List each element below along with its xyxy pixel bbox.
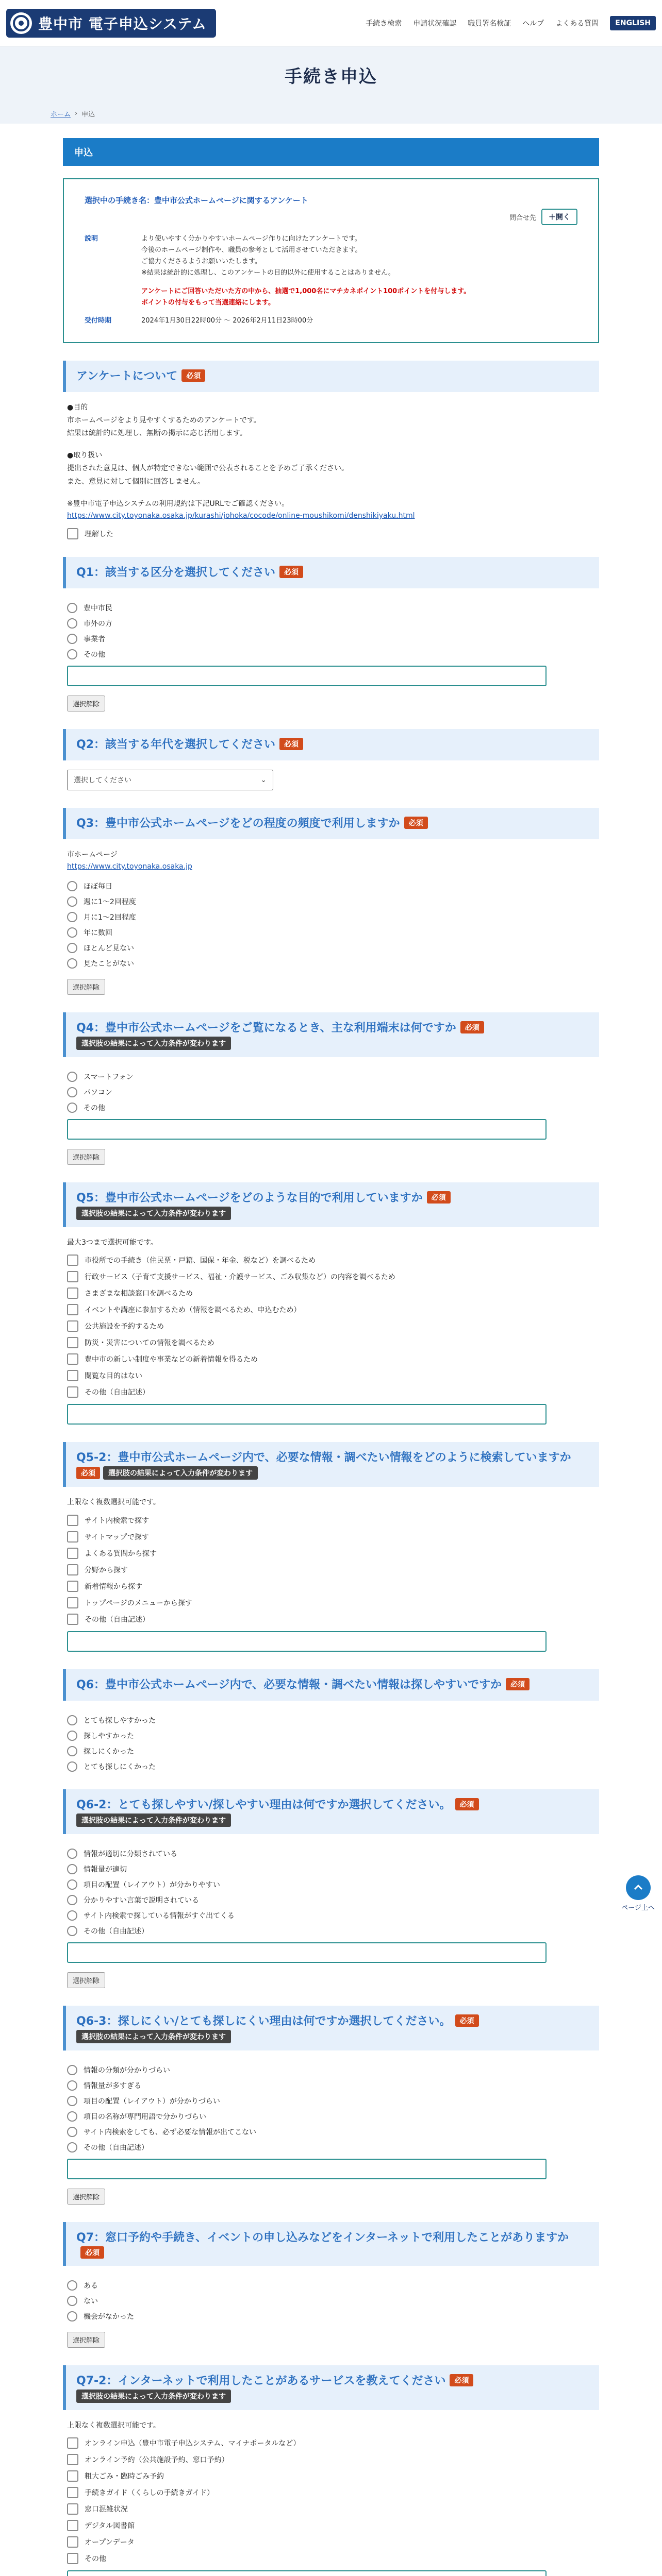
q6-3-option[interactable]	[67, 2142, 595, 2153]
option-label: 市外の方	[84, 619, 112, 628]
survey-about-header	[63, 361, 599, 392]
q5-title: Q5：豊中市公式ホームページをどのような目的で利用していますか	[76, 1192, 423, 1205]
condition-badge: 選択肢の結果によって入力条件が変わります	[76, 1814, 231, 1827]
agree-checkbox-row[interactable]	[67, 528, 595, 539]
q6-3-header	[63, 2006, 599, 2050]
q4-option[interactable]	[67, 1087, 595, 1097]
option-label: 項目の配置（レイアウト）が分かりづらい	[84, 2097, 220, 2106]
select-value: 選択してください	[74, 776, 131, 785]
q1-body	[63, 588, 599, 711]
option-label: スマートフォン	[84, 1073, 134, 1082]
q6-2-option[interactable]	[67, 1895, 595, 1905]
q6-body	[63, 1701, 599, 1772]
q7-option[interactable]	[67, 2311, 595, 2321]
q6-2-option[interactable]	[67, 1849, 595, 1859]
radio-button[interactable]	[67, 1895, 77, 1905]
q4-option[interactable]	[67, 1072, 595, 1082]
q5-2-body	[63, 1487, 599, 1651]
radio-button[interactable]	[67, 1087, 77, 1097]
required-badge: 必須	[450, 2374, 473, 2386]
option-label: さまざまな相談窓口を調べるため	[85, 1290, 193, 1298]
point-notice-line: アンケートにご回答いただいた方の中から、抽選で1,000名にマチカネポイント100ポイントを付与します。	[141, 287, 471, 296]
nav-faq[interactable]: よくある質問	[555, 19, 599, 28]
q7-2-other-input[interactable]	[67, 2570, 547, 2576]
terms-link[interactable]: https://www.city.toyonaka.osaka.jp/kurashi/johoka/cocode/online-moushikomi/denshikiyaku.html	[67, 511, 415, 520]
option-label: 分野から探す	[85, 1566, 128, 1574]
nav-help[interactable]: ヘルプ	[522, 19, 544, 28]
survey-about-body	[63, 392, 599, 539]
required-badge: 必須	[181, 369, 205, 382]
contact-toggle-row	[85, 209, 577, 225]
checkbox[interactable]	[67, 1515, 78, 1526]
q5-option[interactable]	[67, 1271, 595, 1282]
survey-text-line: ●取り扱い	[67, 451, 103, 460]
site-header	[0, 0, 662, 46]
q6-header	[63, 1669, 599, 1701]
q7-2-option[interactable]	[67, 2553, 595, 2564]
q1-option[interactable]	[67, 618, 595, 629]
radio-button[interactable]	[67, 603, 77, 613]
option-label: その他	[85, 2554, 106, 2563]
agree-label: 理解した	[85, 530, 113, 538]
checkbox[interactable]	[67, 2437, 78, 2449]
option-label: よくある質問から探す	[85, 1549, 157, 1558]
q1-clear-button[interactable]: 選択解除	[67, 696, 105, 711]
checkbox[interactable]	[67, 2487, 78, 2498]
agree-checkbox[interactable]	[67, 528, 78, 539]
q2-header	[63, 729, 599, 760]
breadcrumb-current: 申込	[81, 110, 95, 118]
option-label: その他（自由記述）	[84, 1927, 148, 1936]
q7-clear-button[interactable]: 選択解除	[67, 2332, 105, 2348]
radio-button[interactable]	[67, 649, 77, 659]
q1-option[interactable]	[67, 634, 595, 644]
option-label: その他（自由記述）	[85, 1615, 150, 1624]
required-badge: 必須	[80, 2246, 104, 2259]
option-label: 情報量が適切	[84, 1865, 127, 1874]
checkbox[interactable]	[67, 2503, 78, 2515]
option-label: イベントや講座に参加するため（情報を調べるため、申込むため）	[85, 1306, 301, 1315]
q6-3-option[interactable]	[67, 2065, 595, 2075]
page-title: 手続き申込	[285, 66, 377, 87]
checkbox[interactable]	[67, 2454, 78, 2465]
option-label: オンライン申込（豊中市電子申込システム、マイナポータルなど）	[85, 2439, 301, 2448]
checkbox[interactable]	[67, 1320, 78, 1332]
condition-badge: 選択肢の結果によって入力条件が変わります	[76, 1037, 231, 1050]
q3-homepage-link[interactable]: https://www.city.toyonaka.osaka.jp	[67, 862, 192, 871]
q5-2-option[interactable]	[67, 1564, 595, 1575]
q5-2-option[interactable]	[67, 1581, 595, 1592]
option-label: サイト内検索で探している情報がすぐ出てくる	[84, 1911, 235, 1920]
radio-button[interactable]	[67, 943, 77, 953]
description-value	[141, 233, 577, 309]
radio-button[interactable]	[67, 618, 77, 629]
option-label: トップページのメニューから探す	[85, 1599, 192, 1607]
q5-option[interactable]	[67, 1386, 595, 1398]
radio-button[interactable]	[67, 2111, 77, 2122]
q6-3-clear-button[interactable]: 選択解除	[67, 2189, 105, 2205]
q7-2-option[interactable]	[67, 2536, 595, 2548]
description-key: 説明	[85, 235, 98, 243]
q3-body	[63, 839, 599, 995]
q6-3-body	[63, 2050, 599, 2205]
page-top-button[interactable]	[621, 1875, 655, 1912]
option-label: 機会がなかった	[84, 2312, 134, 2321]
radio-button[interactable]	[67, 958, 77, 969]
q5-header	[63, 1182, 599, 1227]
breadcrumb	[0, 103, 662, 124]
survey-text-line: 市ホームページをより見やすくするためのアンケートです。	[67, 416, 261, 425]
site-logo[interactable]	[6, 9, 216, 38]
main-content	[63, 138, 599, 2576]
option-label: 事業者	[84, 635, 105, 643]
q7-option[interactable]	[67, 2296, 595, 2306]
arrow-up-icon	[626, 1875, 651, 1900]
q7-body	[63, 2266, 599, 2348]
q7-2-option[interactable]	[67, 2437, 595, 2449]
option-label: ある	[84, 2281, 98, 2290]
description-line: 今後のホームページ制作や、職員の参考として活用させていただきます。	[141, 246, 362, 255]
required-badge: 必須	[460, 1021, 484, 1033]
survey-text-line: 結果は統計的に処理し、無断の掲示に応じ活用します。	[67, 429, 247, 438]
option-label: 月に1〜2回程度	[84, 913, 136, 922]
q4-body	[63, 1057, 599, 1165]
q5-2-option[interactable]	[67, 1515, 595, 1526]
q6-3-title: Q6-3：探しにくい/とても探しにくい理由は何ですか選択してください。	[76, 2014, 451, 2028]
q5-2-title: Q5-2：豊中市公式ホームページ内で、必要な情報・調べたい情報をどのように検索していますか	[76, 1451, 571, 1465]
english-button[interactable]: ENGLISH	[610, 16, 656, 30]
radio-button[interactable]	[67, 2127, 77, 2137]
q3-option[interactable]	[67, 927, 595, 938]
radio-button[interactable]	[67, 1715, 77, 1725]
q7-2-option[interactable]	[67, 2487, 595, 2498]
q7-2-note: 上限なく複数選択可能です。	[67, 2421, 160, 2430]
page-top-label: ページ上へ	[621, 1904, 655, 1912]
q7-header	[63, 2222, 599, 2266]
required-badge: 必須	[455, 1798, 479, 1810]
q6-3-other-input[interactable]	[67, 2159, 547, 2179]
option-label: デジタル図書館	[85, 2521, 135, 2530]
q6-3-option[interactable]	[67, 2096, 595, 2106]
checkbox[interactable]	[67, 1386, 78, 1398]
checkbox[interactable]	[67, 1271, 78, 1282]
option-label: 公共施設を予約するため	[85, 1323, 164, 1331]
option-label: 週に1〜2回程度	[84, 898, 136, 907]
q7-option[interactable]	[67, 2280, 595, 2291]
condition-badge: 選択肢の結果によって入力条件が変わります	[103, 1466, 258, 1480]
q2-body	[63, 760, 599, 790]
breadcrumb-separator: ›	[75, 109, 78, 117]
option-label: 項目の名称が専門用語で分かりづらい	[84, 2112, 206, 2121]
option-label: 豊中市民	[84, 604, 112, 613]
q4-clear-button[interactable]: 選択解除	[67, 1149, 105, 1165]
radio-button[interactable]	[67, 896, 77, 907]
q1-title: Q1：該当する区分を選択してください	[76, 566, 276, 579]
contact-label: 問合せ先	[509, 214, 536, 222]
required-badge: 必須	[279, 566, 303, 578]
nav-procedure-search[interactable]: 手続き検索	[366, 19, 402, 28]
condition-badge: 選択肢の結果によって入力条件が変わります	[76, 1207, 231, 1220]
option-label: 市役所での手続き（住民票・戸籍、国保・年金、税など）を調べるため	[85, 1257, 316, 1265]
option-label: ほとんど見ない	[84, 944, 134, 953]
checkbox[interactable]	[67, 1581, 78, 1592]
q5-option[interactable]	[67, 1353, 595, 1365]
q3-option[interactable]	[67, 958, 595, 969]
condition-badge: 選択肢の結果によって入力条件が変わります	[76, 2389, 231, 2403]
q3-option[interactable]	[67, 896, 595, 907]
procedure-info-box	[63, 178, 599, 343]
q6-2-option[interactable]	[67, 1879, 595, 1890]
option-label: 閲覧な目的はない	[85, 1372, 142, 1381]
nav-status-check[interactable]: 申請状況確認	[413, 19, 457, 28]
option-label: 豊中市の新しい制度や事業などの新着情報を得るため	[85, 1355, 258, 1364]
q4-title: Q4：豊中市公式ホームページをご覧になるとき、主な利用端末は何ですか	[76, 1022, 456, 1035]
q3-title: Q3：豊中市公式ホームページをどの程度の頻度で利用しますか	[76, 817, 400, 830]
q6-3-option[interactable]	[67, 2111, 595, 2122]
option-label: 粗大ごみ・臨時ごみ予約	[85, 2472, 164, 2481]
section-title-bar: 申込	[63, 138, 599, 166]
required-badge: 必須	[404, 817, 428, 829]
q5-2-option[interactable]	[67, 1597, 595, 1608]
radio-button[interactable]	[67, 1746, 77, 1756]
checkbox[interactable]	[67, 1337, 78, 1348]
checkbox[interactable]	[67, 1564, 78, 1575]
q6-2-body	[63, 1834, 599, 1988]
option-label: サイトマップで探す	[85, 1533, 149, 1541]
option-label: 情報が適切に分類されている	[84, 1850, 177, 1858]
option-label: ない	[84, 2297, 98, 2306]
option-label: 手続きガイド（くらしの手続きガイド）	[85, 2488, 214, 2497]
required-badge: 必須	[455, 2014, 479, 2027]
survey-about-title: アンケートについて	[76, 369, 178, 383]
q7-2-option[interactable]	[67, 2520, 595, 2531]
required-badge: 必須	[427, 1191, 451, 1204]
survey-text-line: 提出された意見は、個人が特定できない範囲で公表されることを予めご了承ください。	[67, 464, 349, 473]
q2-title: Q2：該当する年代を選択してください	[76, 738, 276, 751]
survey-about-text	[67, 401, 595, 511]
q5-body	[63, 1227, 599, 1425]
checkbox[interactable]	[67, 2470, 78, 2482]
q6-2-other-input[interactable]	[67, 1942, 547, 1963]
option-label: その他	[84, 1104, 105, 1113]
q1-header	[63, 557, 599, 588]
option-label: とても探しやすかった	[84, 1716, 156, 1725]
option-label: 新着情報から探す	[85, 1582, 142, 1591]
q6-2-option[interactable]	[67, 1910, 595, 1921]
condition-badge: 選択肢の結果によって入力条件が変わります	[76, 2030, 231, 2043]
survey-text-line: ※豊中市電子申込システムの利用規約は下記URLでご確認ください。	[67, 499, 289, 508]
option-label: ほぼ毎日	[84, 883, 112, 891]
radio-button[interactable]	[67, 634, 77, 644]
radio-button[interactable]	[67, 2096, 77, 2106]
required-badge: 必須	[279, 738, 303, 750]
point-notice-line: ポイントの付与をもって当選連絡にします。	[141, 299, 275, 307]
q3-header	[63, 808, 599, 839]
q7-2-option[interactable]	[67, 2470, 595, 2482]
q3-clear-button[interactable]: 選択解除	[67, 979, 105, 995]
option-label: 探しにくかった	[84, 1747, 134, 1756]
survey-text-line: ●目的	[67, 403, 88, 412]
option-label: 情報量が多すぎる	[84, 2081, 141, 2090]
radio-button[interactable]	[67, 1926, 77, 1936]
description-line: より使いやすく分かりやすいホームページ作りに向けたアンケートです。	[141, 235, 361, 243]
radio-button[interactable]	[67, 1910, 77, 1921]
radio-button[interactable]	[67, 1864, 77, 1874]
radio-button[interactable]	[67, 881, 77, 891]
option-label: 項目の配置（レイアウト）が分かりやすい	[84, 1880, 220, 1889]
option-label: その他（自由記述）	[85, 1388, 150, 1397]
q6-2-clear-button[interactable]: 選択解除	[67, 1972, 105, 1988]
q5-option[interactable]	[67, 1337, 595, 1348]
survey-text-line: また、意見に対して個別に回答しません。	[67, 477, 205, 486]
q6-option[interactable]	[67, 1715, 595, 1725]
radio-button[interactable]	[67, 2296, 77, 2306]
checkbox[interactable]	[67, 2520, 78, 2531]
q7-2-body	[63, 2410, 599, 2576]
q5-other-input[interactable]	[67, 1404, 547, 1425]
q5-2-header	[63, 1442, 599, 1487]
procedure-info-grid	[85, 233, 577, 327]
radio-button[interactable]	[67, 1849, 77, 1859]
checkbox[interactable]	[67, 1531, 78, 1543]
option-label: 行政サービス（子育て支援サービス、福祉・介護サービス、ごみ収集など）の内容を調べるため	[85, 1273, 395, 1282]
nav-signature-verify[interactable]: 職員署名検証	[468, 19, 511, 28]
option-label: その他	[84, 650, 105, 659]
period-key: 受付時期	[85, 316, 112, 325]
checkbox[interactable]	[67, 1548, 78, 1559]
option-label: 見たことがない	[84, 960, 134, 969]
q5-2-option[interactable]	[67, 1548, 595, 1559]
description-line: ※結果は統計的に処理し、このアンケートの目的以外に使用することはありません。	[141, 269, 395, 277]
radio-button[interactable]	[67, 927, 77, 938]
q7-2-header	[63, 2365, 599, 2410]
checkbox[interactable]	[67, 1255, 78, 1266]
checkbox[interactable]	[67, 1304, 78, 1315]
q6-option[interactable]	[67, 1761, 595, 1772]
q5-option[interactable]	[67, 1287, 595, 1299]
q3-note: 市ホームページ	[67, 850, 118, 859]
radio-button[interactable]	[67, 1731, 77, 1741]
radio-button[interactable]	[67, 1103, 77, 1113]
option-label: オンライン予約（公共施設予約、窓口予約）	[85, 2455, 229, 2464]
q2-age-select[interactable]	[67, 770, 273, 790]
required-badge: 必須	[76, 1467, 100, 1479]
breadcrumb-home[interactable]: ホーム	[51, 110, 71, 118]
q6-title: Q6：豊中市公式ホームページ内で、必要な情報・調べたい情報は探しやすいですか	[76, 1678, 502, 1691]
chevron-down-icon: ⌄	[260, 775, 267, 784]
q6-2-option[interactable]	[67, 1864, 595, 1874]
q3-option[interactable]	[67, 912, 595, 922]
q6-3-option[interactable]	[67, 2127, 595, 2137]
radio-button[interactable]	[67, 1879, 77, 1890]
q6-2-header	[63, 1789, 599, 1834]
q3-option[interactable]	[67, 943, 595, 953]
option-label: サイト内検索で探す	[85, 1516, 150, 1525]
radio-button[interactable]	[67, 1761, 77, 1772]
q7-2-option[interactable]	[67, 2454, 595, 2465]
description-line: ご協力くださるようお願いいたします。	[141, 258, 261, 266]
q5-2-note: 上限なく複数選択可能です。	[67, 1498, 160, 1507]
q4-other-input[interactable]	[67, 1119, 547, 1140]
q6-2-title: Q6-2：とても探しやすい/探しやすい理由は何ですか選択してください。	[76, 1798, 451, 1811]
checkbox[interactable]	[67, 2553, 78, 2564]
checkbox[interactable]	[67, 1287, 78, 1299]
radio-button[interactable]	[67, 2142, 77, 2153]
period-value: 2024年1月30日22時00分 〜 2026年2月11日23時00分	[141, 316, 313, 325]
q4-header	[63, 1012, 599, 1057]
q6-option[interactable]	[67, 1746, 595, 1756]
option-label: サイト内検索をしても、必ず必要な情報が出てこない	[84, 2128, 257, 2137]
option-label: 防災・災害についての情報を調べるため	[85, 1339, 214, 1348]
header-nav	[366, 16, 656, 30]
radio-button[interactable]	[67, 2311, 77, 2321]
q7-2-title: Q7-2：インターネットで利用したことがあるサービスを教えてください	[76, 2374, 446, 2387]
q4-option[interactable]	[67, 1103, 595, 1113]
q7-2-option[interactable]	[67, 2503, 595, 2515]
required-badge: 必須	[506, 1678, 529, 1690]
q6-2-option[interactable]	[67, 1926, 595, 1936]
procedure-name: 選択中の手続き名：豊中市公式ホームページに関するアンケート	[85, 196, 308, 205]
option-label: 窓口混雑状況	[85, 2505, 128, 2514]
q5-option[interactable]	[67, 1304, 595, 1315]
radio-button[interactable]	[67, 2280, 77, 2291]
q6-option[interactable]	[67, 1731, 595, 1741]
option-label: 探しやすかった	[84, 1732, 134, 1740]
checkbox[interactable]	[67, 1597, 78, 1608]
q6-3-option[interactable]	[67, 2080, 595, 2091]
option-label: 情報の分類が分かりづらい	[84, 2066, 170, 2075]
q5-note: 最大3つまで選択可能です。	[67, 1239, 158, 1247]
option-label: とても探しにくかった	[84, 1762, 156, 1771]
option-label: オープンデータ	[85, 2538, 135, 2547]
page-hero	[0, 46, 662, 103]
checkbox[interactable]	[67, 1614, 78, 1625]
q5-2-option[interactable]	[67, 1531, 595, 1543]
option-label: 分かりやすい言葉で説明されている	[84, 1896, 199, 1905]
contact-open-button[interactable]: ＋開く	[541, 209, 577, 225]
q7-title: Q7：窓口予約や手続き、イベントの申し込みなどをインターネットで利用したことがありますか	[76, 2231, 569, 2244]
radio-button[interactable]	[67, 912, 77, 922]
checkbox[interactable]	[67, 1370, 78, 1381]
radio-button[interactable]	[67, 2065, 77, 2075]
option-label: パソコン	[84, 1089, 112, 1097]
q1-option[interactable]	[67, 649, 595, 659]
radio-button[interactable]	[67, 2080, 77, 2091]
q5-2-option[interactable]	[67, 1614, 595, 1625]
option-label: 年に数回	[84, 929, 112, 938]
checkbox[interactable]	[67, 2536, 78, 2548]
site-title: 豊中市 電子申込システム	[38, 15, 207, 32]
q5-2-other-input[interactable]	[67, 1631, 547, 1652]
city-emblem-icon	[10, 12, 32, 34]
q1-other-input[interactable]	[67, 666, 547, 686]
q3-option[interactable]	[67, 881, 595, 891]
option-label: その他（自由記述）	[84, 2143, 148, 2152]
radio-button[interactable]	[67, 1072, 77, 1082]
q5-option[interactable]	[67, 1370, 595, 1381]
checkbox[interactable]	[67, 1353, 78, 1365]
q1-option[interactable]	[67, 603, 595, 613]
q5-option[interactable]	[67, 1320, 595, 1332]
q5-option[interactable]	[67, 1255, 595, 1266]
